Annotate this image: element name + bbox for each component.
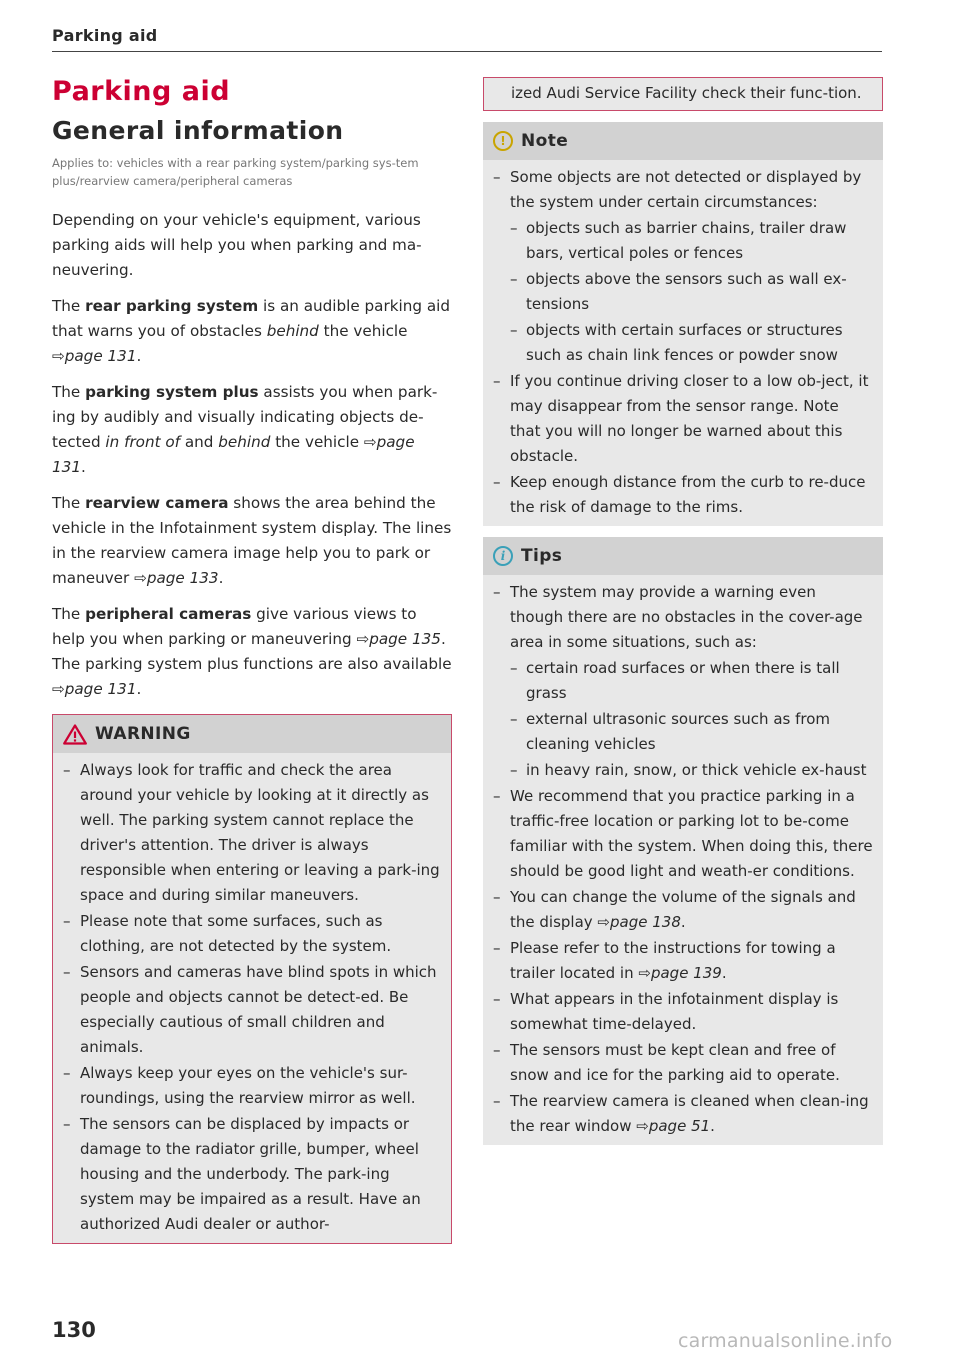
text: give various views to help you when parking or maneuvering xyxy=(52,605,417,648)
ref-text: page 131 xyxy=(64,680,137,698)
ref-text: page 51 xyxy=(648,1117,711,1135)
text: . xyxy=(710,1117,715,1135)
text: is an audible parking aid that warns you of obstacles xyxy=(52,297,450,340)
note-box xyxy=(483,122,883,526)
ref-text: page 138 xyxy=(610,913,681,931)
text: . xyxy=(81,458,86,476)
item-text: The system may provide a warning even though there are no obstacles in the cover-age area in some situations, such as: xyxy=(510,583,863,651)
warning-body xyxy=(53,753,451,1243)
warning-box xyxy=(52,714,452,1244)
arrow-icon: ⇨ xyxy=(636,1117,649,1135)
text: . xyxy=(680,913,686,931)
paragraph-parking-plus xyxy=(52,380,452,480)
paragraph-peripheral-cameras xyxy=(52,602,452,702)
item-text: The rearview camera is cleaned when clean-ing the rear window xyxy=(510,1092,869,1135)
arrow-icon: ⇨ xyxy=(52,347,65,365)
note-title: Note xyxy=(521,131,569,151)
text: and xyxy=(180,433,219,451)
sub-list-item: – objects above the sensors such as wall ex-tensions xyxy=(510,267,873,317)
text: assists you when park-ing by audibly and visually indicating objects de-tected xyxy=(52,383,438,451)
emphasis: in front of xyxy=(105,433,181,451)
text: The xyxy=(52,383,86,401)
ref-text: page 135 xyxy=(369,630,441,648)
list-item xyxy=(493,885,873,935)
tips-box xyxy=(483,537,883,1145)
exclamation-circle-icon: ! xyxy=(493,131,513,151)
ref-text: page 133 xyxy=(146,569,219,587)
arrow-icon: ⇨ xyxy=(52,680,65,698)
note-body xyxy=(483,160,883,526)
warning-continuation-box: ized Audi Service Facility check their func-tion. xyxy=(483,77,883,111)
arrow-icon: ⇨ xyxy=(356,630,370,648)
note-list xyxy=(493,165,873,520)
warning-title: WARNING xyxy=(95,724,191,744)
text: . xyxy=(136,680,142,698)
text: The xyxy=(52,494,86,512)
warning-list xyxy=(63,758,441,1237)
item-text: Some objects are not detected or displayed by the system under certain circumstances: xyxy=(510,168,862,211)
section-subtitle: General information xyxy=(52,116,344,145)
text: . The parking system plus functions are also available xyxy=(52,630,452,673)
tips-body xyxy=(483,575,883,1145)
text: shows the area behind the vehicle in the Infotainment system display. The lines in the rearview camera image help you to park or maneuver xyxy=(52,494,452,587)
text: . xyxy=(721,964,727,982)
tips-sublist xyxy=(510,656,873,783)
sub-list-item: – objects such as barrier chains, trailer draw bars, vertical poles or fences xyxy=(510,216,873,266)
page-reference[interactable] xyxy=(134,569,218,587)
list-item: – What appears in the infotainment display is somewhat time-delayed. xyxy=(493,987,873,1037)
note-sublist xyxy=(510,216,873,368)
paragraph-rear-parking xyxy=(52,294,452,369)
list-item: – Sensors and cameras have blind spots in which people and objects cannot be detect-ed. Be especially cautious of small children and animals. xyxy=(63,960,441,1060)
ref-text: page 131 xyxy=(64,347,137,365)
emphasis: behind xyxy=(218,433,271,451)
arrow-icon: ⇨ xyxy=(363,433,377,451)
page-number: 130 xyxy=(52,1318,96,1342)
list-item: – Please note that some surfaces, such as clothing, are not detected by the system. xyxy=(63,909,441,959)
term: rearview camera xyxy=(85,494,229,512)
arrow-icon: ⇨ xyxy=(597,913,610,931)
left-column xyxy=(52,74,452,1244)
right-column xyxy=(483,77,883,1145)
watermark: carmanualsonline.info xyxy=(678,1330,893,1352)
sub-list-item: – external ultrasonic sources such as from cleaning vehicles xyxy=(510,707,873,757)
list-item: – If you continue driving closer to a low ob-ject, it may disappear from the sensor range. Note that you will no longer be warned about this obstacle. xyxy=(493,369,873,469)
running-header: Parking aid xyxy=(52,26,158,45)
page-reference[interactable] xyxy=(52,347,136,365)
item-text: You can change the volume of the signals and the display xyxy=(510,888,856,931)
text: . xyxy=(218,569,224,587)
list-item: – Always keep your eyes on the vehicle's sur-roundings, using the rearview mirror as well. xyxy=(63,1061,441,1111)
arrow-icon: ⇨ xyxy=(638,964,651,982)
sub-list-item: – objects with certain surfaces or structures such as chain link fences or powder snow xyxy=(510,318,873,368)
info-circle-icon: i xyxy=(493,546,513,566)
tips-list xyxy=(493,580,873,1139)
note-header xyxy=(483,122,883,160)
sub-list-item: – in heavy rain, snow, or thick vehicle ex-haust xyxy=(510,758,873,783)
text: the vehicle xyxy=(318,322,408,340)
arrow-icon: ⇨ xyxy=(134,569,147,587)
warning-triangle-icon xyxy=(63,724,87,745)
tips-header xyxy=(483,537,883,575)
text: the vehicle xyxy=(270,433,364,451)
term: peripheral cameras xyxy=(85,605,252,623)
list-item xyxy=(493,1089,873,1139)
list-item: – Always look for traffic and check the area around your vehicle by looking at it directly as well. The parking system cannot replace the driver's attention. The driver is always responsible when entering or leaving a park-ing space and during similar maneuvers. xyxy=(63,758,441,908)
ref-text: page 139 xyxy=(650,964,722,982)
page-reference[interactable] xyxy=(638,964,721,982)
paragraph-rearview-camera xyxy=(52,491,452,591)
applies-to: Applies to: vehicles with a rear parking system/parking sys-tem plus/rearview camera/peripheral cameras xyxy=(52,156,419,188)
page-reference[interactable] xyxy=(356,630,440,648)
paragraph-intro: Depending on your vehicle's equipment, various parking aids will help you when parking and ma-neuvering. xyxy=(52,211,422,279)
list-item xyxy=(493,580,873,783)
page-reference[interactable] xyxy=(52,680,136,698)
tips-title: Tips xyxy=(521,546,563,566)
text: The xyxy=(52,605,86,623)
list-item: – Keep enough distance from the curb to re-duce the risk of damage to the rims. xyxy=(493,470,873,520)
term: parking system plus xyxy=(85,383,259,401)
list-item xyxy=(493,165,873,368)
warning-header xyxy=(53,715,451,753)
header-rule xyxy=(52,51,882,52)
page-reference[interactable] xyxy=(597,913,680,931)
section-title: Parking aid xyxy=(52,76,231,107)
text: The xyxy=(52,297,86,315)
page-reference[interactable] xyxy=(636,1117,710,1135)
text: . xyxy=(136,347,142,365)
list-item xyxy=(493,936,873,986)
list-item: – The sensors can be displaced by impacts or damage to the radiator grille, bumper, wheel housing and the underbody. The park-ing system may be impaired as a result. Have an authorized Audi dealer or author- xyxy=(63,1112,441,1237)
emphasis: behind xyxy=(266,322,319,340)
list-item: – The sensors must be kept clean and free of snow and ice for the parking aid to operate. xyxy=(493,1038,873,1088)
term: rear parking system xyxy=(85,297,259,315)
item-text: Please refer to the instructions for towing a trailer located in xyxy=(510,939,836,982)
ref-text: page 131 xyxy=(52,433,415,476)
sub-list-item: – certain road surfaces or when there is tall grass xyxy=(510,656,873,706)
list-item: – We recommend that you practice parking in a traffic-free location or parking lot to be-come familiar with the system. When doing this, there should be good light and weath-er conditions. xyxy=(493,784,873,884)
